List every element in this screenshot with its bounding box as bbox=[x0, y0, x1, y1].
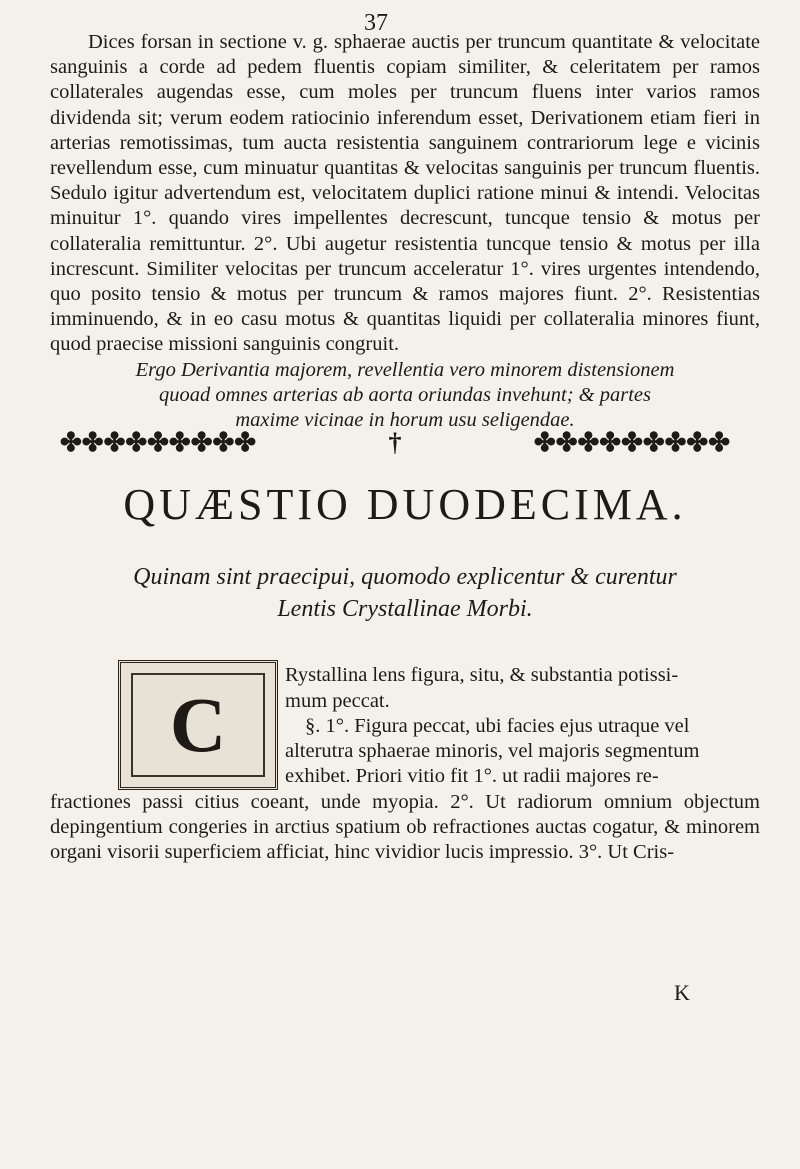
ornament-divider bbox=[60, 428, 730, 458]
section-subtitle-line-2: Lentis Crystallinae Morbi. bbox=[277, 596, 533, 622]
text-line-1: Rystallina lens figura, situ, & substantia potissi- bbox=[285, 664, 679, 686]
section-heading: QUÆSTIO DUODECIMA. bbox=[123, 480, 687, 529]
ornament-right: ✤✤✤✤✤✤✤✤✤ bbox=[533, 428, 730, 457]
text-line-3: §. 1°. Figura peccat, ubi facies ejus utraque vel bbox=[305, 715, 690, 737]
catchword: K bbox=[674, 980, 690, 1005]
conclusion-line-3: maxime vicinae in horum usu seligendae. bbox=[235, 409, 575, 431]
paragraph-main: Dices forsan in sectione v. g. sphaerae auctis per truncum quantitate & velocitate sanguinis a corde ad pedem fluentis copiam similiter, & celeritatem per ramos collaterales augendas esse, cum moles per truncum fluens inter varios ramos dividenda sit; verum eodem ratiocinio inferendum esset, Derivationem etiam fieri in arterias remotissimas, tum aucta resistentia sanguinem contrariorum lege e vicinis revellendum esse, cum minuatur quantitas & velocitas sanguinis per truncum fluentis. Sedulo igitur advertendum est, velocitatem duplici ratione minui & intendi. Velocitas minuitur 1°. quando vires impellentes decrescunt, tuncque tensio & motus per collateralia remittuntur. 2°. Ubi augetur resistentia tuncque tensio & motus per illa increscunt. Similiter velocitas per truncum acceleratur 1°. vires urgentes intendendo, quo posito tensio & motus per truncum & ramos majores fiunt. 2°. Resistentias imminuendo, & in eo casu motus & quantitas liquidi per collateralia minores fiunt, quod praecise missioni sanguinis congruit. bbox=[50, 31, 760, 356]
ornament-left: ✤✤✤✤✤✤✤✤✤ bbox=[60, 428, 257, 457]
section-subtitle-line-1: Quinam sint praecipui, quomodo explicentur & curentur bbox=[133, 564, 677, 590]
text-line-5: exhibet. Priori vitio fit 1°. ut radii majores re- bbox=[285, 765, 659, 787]
paragraph-continuation: fractiones passi citius coeant, unde myopia. 2°. Ut radiorum omnium objectum depingentium congeries in arctius spatium ob refractiones auctas cogatur, & minorem organi visorii superficiem afficiat, hinc vividior lucis impressio. 3°. Ut Cris- bbox=[50, 791, 760, 864]
ornament-cross-icon: † bbox=[388, 428, 402, 457]
text-line-2: mum peccat. bbox=[285, 690, 390, 712]
decorated-initial bbox=[118, 660, 278, 790]
text-line-4: alterutra sphaerae minoris, vel majoris segmentum bbox=[285, 740, 700, 762]
conclusion-line-1: Ergo Derivantia majorem, revellentia vero minorem distensionem bbox=[135, 359, 675, 381]
page-number: 37 bbox=[364, 10, 388, 36]
conclusion-line-2: quoad omnes arterias ab aorta oriundas invehunt; & partes bbox=[159, 384, 651, 406]
drop-cap-letter: C bbox=[131, 673, 265, 777]
